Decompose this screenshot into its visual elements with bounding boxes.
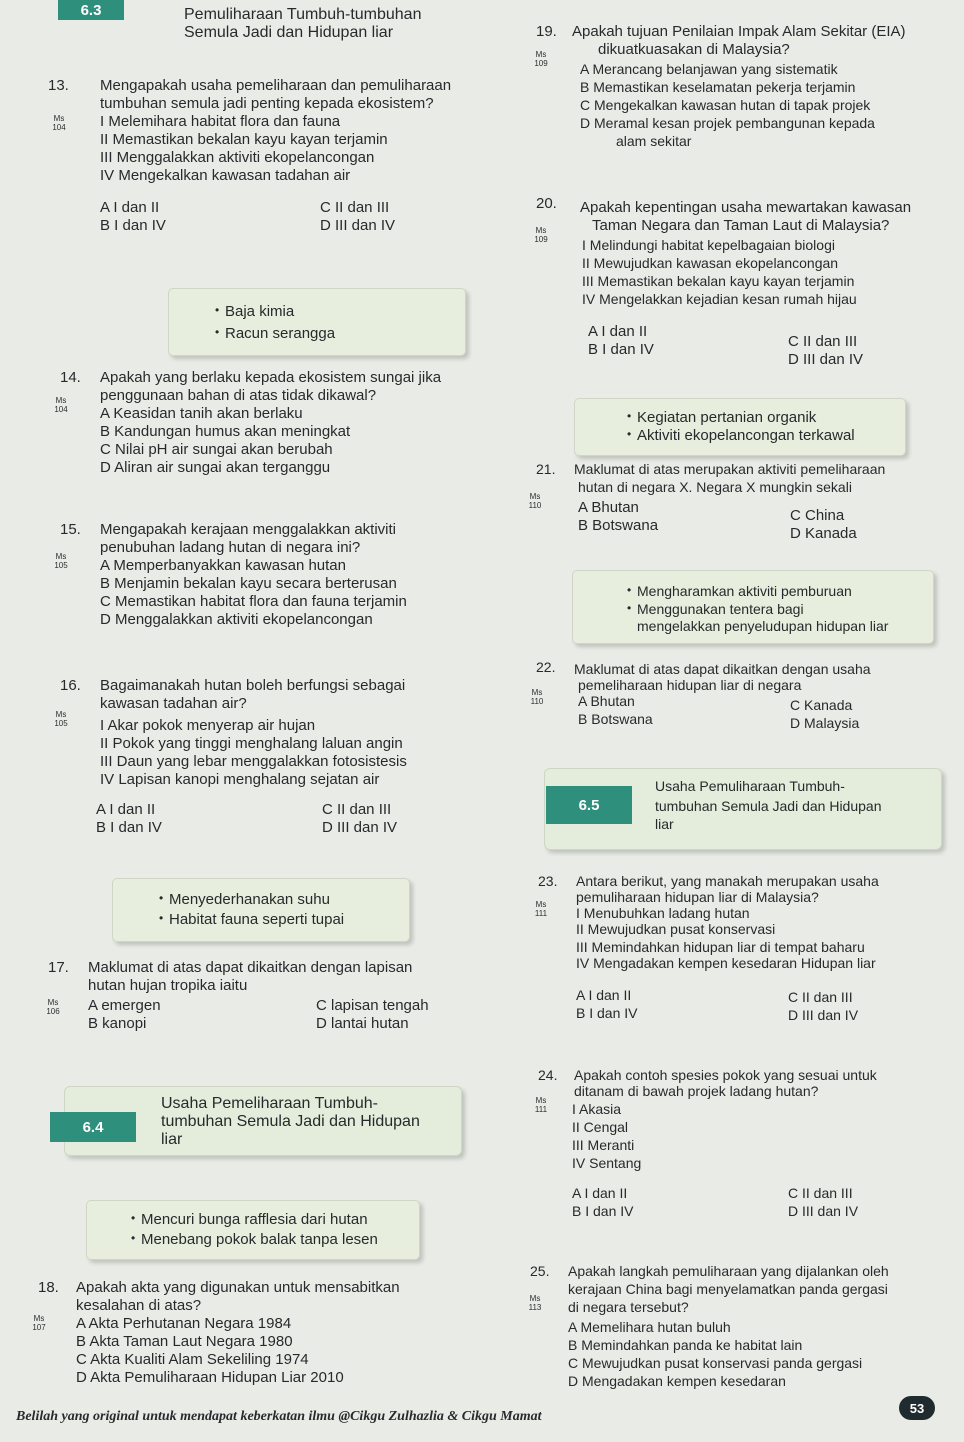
question-number: 20. (536, 195, 557, 212)
option-d[interactable]: D Aliran air sungai akan terganggu (100, 459, 331, 476)
section-title-line: tumbuhan Semula Jadi dan Hidupan (655, 798, 882, 814)
bullet-item: • Menyederhanakan suhu (169, 891, 330, 908)
info-box (572, 570, 934, 644)
question-text: kesalahan di atas? (76, 1297, 202, 1314)
option-a[interactable]: A I dan II (576, 987, 632, 1003)
statement-ii: II Cengal (572, 1119, 629, 1135)
bullet-item: • Kegiatan pertanian organik (637, 409, 816, 426)
section-title-line: liar (161, 1131, 183, 1148)
question-text: Apakah langkah pemuliharaan yang dijalankan oleh (568, 1263, 889, 1279)
statement-i: I Akasia (572, 1101, 622, 1117)
statement-iv: IV Mengekalkan kawasan tadahan air (100, 167, 351, 184)
statement-iii: III Memastikan bekalan kayu kayan terjamin (582, 273, 855, 289)
statement-i: I Akar pokok menyerap air hujan (100, 717, 316, 734)
option-a[interactable]: A Bhutan (578, 693, 635, 709)
option-c[interactable]: C Memastikan habitat flora dan fauna terjamin (100, 593, 407, 610)
option-a[interactable]: A Memperbanyakkan kawasan hutan (100, 557, 346, 574)
statement-i: I Melindungi habitat kepelbagaian biologi (582, 237, 835, 253)
question-number: 13. (48, 77, 69, 94)
option-c[interactable]: C Mewujudkan pusat konservasi panda gergasi (568, 1355, 863, 1371)
question-number: 22. (536, 659, 556, 675)
option-c[interactable]: C II dan III (320, 199, 390, 216)
option-d[interactable]: D lantai hutan (316, 1015, 409, 1032)
bullet-item: • Aktiviti ekopelancongan terkawal (637, 427, 855, 444)
option-a[interactable]: A I dan II (100, 199, 160, 216)
right-column (482, 0, 954, 1442)
question-text: Taman Negara dan Taman Laut di Malaysia? (592, 217, 890, 234)
question-text: Mengapakah usaha pemeliharaan dan pemuliharaan (100, 77, 452, 94)
option-c[interactable]: C II dan III (788, 1185, 853, 1201)
option-b[interactable]: B Kandungan humus akan meningkat (100, 423, 351, 440)
question-text: hutan di negara X. Negara X mungkin sekali (578, 479, 852, 495)
ms-label: Ms 104 (52, 114, 66, 132)
statement-iv: IV Mengadakan kempen kesedaran Hidupan liar (576, 955, 876, 971)
statement-iv: IV Mengelakkan kejadian kesan rumah hijau (582, 291, 857, 307)
option-d-continued: alam sekitar (616, 133, 692, 149)
statement-iv: IV Lapisan kanopi menghalang sejatan air (100, 771, 380, 788)
option-b[interactable]: B I dan IV (572, 1203, 634, 1219)
question-text: ditanam di bawah projek ladang hutan? (574, 1083, 819, 1099)
info-box (86, 1200, 420, 1260)
question-text: kawasan tadahan air? (100, 695, 247, 712)
section-number-6-5: 6.5 (546, 786, 632, 824)
question-text: Apakah contoh spesies pokok yang sesuai untuk (574, 1067, 877, 1083)
footer-note: Belilah yang original untuk mendapat keberkatan ilmu @Cikgu Zulhazlia & Cikgu Mamat (16, 1409, 542, 1424)
section-title-line: tumbuhan Semula Jadi dan Hidupan (161, 1113, 420, 1130)
statement-i: I Menubuhkan ladang hutan (576, 905, 750, 921)
left-column (0, 0, 472, 1442)
option-c[interactable]: C II dan III (788, 989, 853, 1005)
question-text: di negara tersebut? (568, 1299, 689, 1315)
option-c[interactable]: C Kanada (790, 697, 853, 713)
option-c[interactable]: C II dan III (788, 333, 858, 350)
section-number-6-4: 6.4 (50, 1112, 136, 1142)
option-d[interactable]: D III dan IV (788, 1203, 859, 1219)
option-a[interactable]: A emergen (88, 997, 161, 1014)
question-text: Apakah tujuan Penilaian Impak Alam Sekitar (EIA) (572, 23, 906, 40)
option-c[interactable]: C Mengekalkan kawasan hutan di tapak projek (580, 97, 871, 113)
option-d[interactable]: D III dan IV (322, 819, 398, 836)
option-b[interactable]: B Memindahkan panda ke habitat lain (568, 1337, 803, 1353)
option-b[interactable]: B Botswana (578, 711, 653, 727)
question-text: pemuliharaan hidupan liar di Malaysia? (576, 889, 819, 905)
section-title-line: liar (655, 816, 674, 832)
option-a[interactable]: A Keasidan tanih akan berlaku (100, 405, 303, 422)
question-text: kerajaan China bagi menyelamatkan panda gergasi (568, 1281, 888, 1297)
bullet-item: • Mencuri bunga rafflesia dari hutan (141, 1211, 368, 1228)
section-title-line: Usaha Pemeliharaan Tumbuh- (161, 1095, 379, 1112)
bullet-item: • Baja kimia (225, 303, 294, 320)
bullet-item: • Habitat fauna seperti tupai (169, 911, 344, 928)
option-a[interactable]: A Akta Perhutanan Negara 1984 (76, 1315, 292, 1332)
option-b[interactable]: B I dan IV (576, 1005, 638, 1021)
ms-label: Ms 106 (46, 998, 60, 1016)
question-number: 18. (38, 1279, 59, 1296)
option-c[interactable]: C lapisan tengah (316, 997, 429, 1014)
ms-label: Ms 111 (534, 1096, 548, 1114)
option-a[interactable]: A Bhutan (578, 499, 639, 516)
question-number: 24. (538, 1067, 558, 1083)
option-b[interactable]: B I dan IV (100, 217, 166, 234)
option-a[interactable]: A I dan II (572, 1185, 628, 1201)
question-text: Apakah kepentingan usaha mewartakan kawasan (580, 199, 912, 216)
bullet-item: • Mengharamkan aktiviti pemburuan (637, 583, 852, 599)
question-text: Maklumat di atas dapat dikaitkan dengan usaha (574, 661, 871, 677)
option-d[interactable]: D Akta Pemuliharaan Hidupan Liar 2010 (76, 1369, 344, 1386)
statement-i: I Melemihara habitat flora dan fauna (100, 113, 341, 130)
ms-label: Ms 109 (534, 226, 548, 244)
question-number: 16. (60, 677, 81, 694)
option-c[interactable]: C II dan III (322, 801, 392, 818)
question-number: 14. (60, 369, 81, 386)
statement-ii: II Memastikan bekalan kayu kayan terjamin (100, 131, 388, 148)
option-b[interactable]: B Botswana (578, 517, 659, 534)
question-text: penubuhan ladang hutan di negara ini? (100, 539, 361, 556)
section-title-line: Usaha Pemuliharaan Tumbuh- (655, 778, 845, 794)
question-text: hutan hujan tropika iaitu (88, 977, 248, 994)
ms-label: Ms 111 (534, 900, 548, 918)
question-number: 25. (530, 1263, 550, 1279)
option-b[interactable]: B kanopi (88, 1015, 147, 1032)
statement-ii: II Mewujudkan pusat konservasi (576, 921, 776, 937)
option-d[interactable]: D Malaysia (790, 715, 860, 731)
option-b[interactable]: B Menjamin bekalan kayu secara berterusan (100, 575, 397, 592)
bullet-item-continued: mengelakkan penyeludupan hidupan liar (637, 618, 889, 634)
option-d[interactable]: D Meramal kesan projek pembangunan kepada (580, 115, 875, 131)
ms-label: Ms 104 (54, 396, 68, 414)
option-c[interactable]: C China (790, 507, 845, 524)
option-b[interactable]: B Akta Taman Laut Negara 1980 (76, 1333, 293, 1350)
option-d[interactable]: D Kanada (790, 525, 857, 542)
option-a[interactable]: A Memelihara hutan buluh (568, 1319, 731, 1335)
option-b[interactable]: B I dan IV (588, 341, 654, 358)
question-text: Antara berikut, yang manakah merupakan usaha (576, 873, 879, 889)
page-number: 53 (899, 1396, 935, 1420)
option-d[interactable]: D III dan IV (320, 217, 396, 234)
question-text: Bagaimanakah hutan boleh berfungsi sebagai (100, 677, 406, 694)
option-c[interactable]: C Akta Kualiti Alam Sekeliling 1974 (76, 1351, 309, 1368)
question-text: Apakah yang berlaku kepada ekosistem sungai jika (100, 369, 442, 386)
ms-label: Ms 105 (54, 552, 68, 570)
question-number: 21. (536, 461, 556, 477)
option-d[interactable]: D III dan IV (788, 351, 864, 368)
bullet-item: • Racun serangga (225, 325, 335, 342)
question-text: Maklumat di atas merupakan aktiviti pemeliharaan (574, 461, 886, 477)
question-text: penggunaan bahan di atas tidak dikawal? (100, 387, 377, 404)
option-a[interactable]: A Merancang belanjawan yang sistematik (580, 61, 838, 77)
option-a[interactable]: A I dan II (588, 323, 648, 340)
option-b[interactable]: B I dan IV (96, 819, 162, 836)
question-text: Maklumat di atas dapat dikaitkan dengan lapisan (88, 959, 413, 976)
ms-label: Ms 109 (534, 50, 548, 68)
statement-iii: III Menggalakkan aktiviti ekopelancongan (100, 149, 375, 166)
question-text: Apakah akta yang digunakan untuk mensabitkan (76, 1279, 400, 1296)
info-box (574, 398, 906, 456)
option-d[interactable]: D III dan IV (788, 1007, 859, 1023)
question-number: 19. (536, 23, 557, 40)
question-text: Mengapakah kerajaan menggalakkan aktiviti (100, 521, 397, 538)
statement-iv: IV Sentang (572, 1155, 642, 1171)
section-title-line: Pemuliharaan Tumbuh-tumbuhan (184, 6, 422, 23)
ms-label: Ms 113 (528, 1294, 542, 1312)
statement-iii: III Meranti (572, 1137, 635, 1153)
ms-label: Ms 110 (528, 492, 542, 510)
section-title-line: Semula Jadi dan Hidupan liar (184, 24, 394, 41)
question-text: dikuatkuasakan di Malaysia? (598, 41, 790, 58)
option-d[interactable]: D Menggalakkan aktiviti ekopelancongan (100, 611, 373, 628)
bullet-item: • Menebang pokok balak tanpa lesen (141, 1231, 378, 1248)
question-number: 23. (538, 873, 558, 889)
statement-ii: II Mewujudkan kawasan ekopelancongan (582, 255, 839, 271)
info-box (112, 878, 410, 942)
option-c[interactable]: C Nilai pH air sungai akan berubah (100, 441, 333, 458)
ms-label: Ms 107 (32, 1314, 46, 1332)
question-text: tumbuhan semula jadi penting kepada ekosistem? (100, 95, 434, 112)
ms-label: Ms 110 (530, 688, 544, 706)
option-a[interactable]: A I dan II (96, 801, 156, 818)
statement-ii: II Pokok yang tinggi menghalang laluan angin (100, 735, 403, 752)
option-d[interactable]: D Mengadakan kempen kesedaran (568, 1373, 786, 1389)
question-number: 15. (60, 521, 81, 538)
section-number-6-3: 6.3 (58, 0, 124, 20)
ms-label: Ms 105 (54, 710, 68, 728)
statement-iii: III Memindahkan hidupan liar di tempat baharu (576, 939, 865, 955)
bullet-item: • Menggunakan tentera bagi (637, 601, 804, 617)
option-b[interactable]: B Memastikan keselamatan pekerja terjamin (580, 79, 856, 95)
question-text: pemeliharaan hidupan liar di negara (578, 677, 802, 693)
question-number: 17. (48, 959, 69, 976)
info-box (168, 288, 466, 356)
statement-iii: III Daun yang lebar menggalakkan fotosistesis (100, 753, 407, 770)
